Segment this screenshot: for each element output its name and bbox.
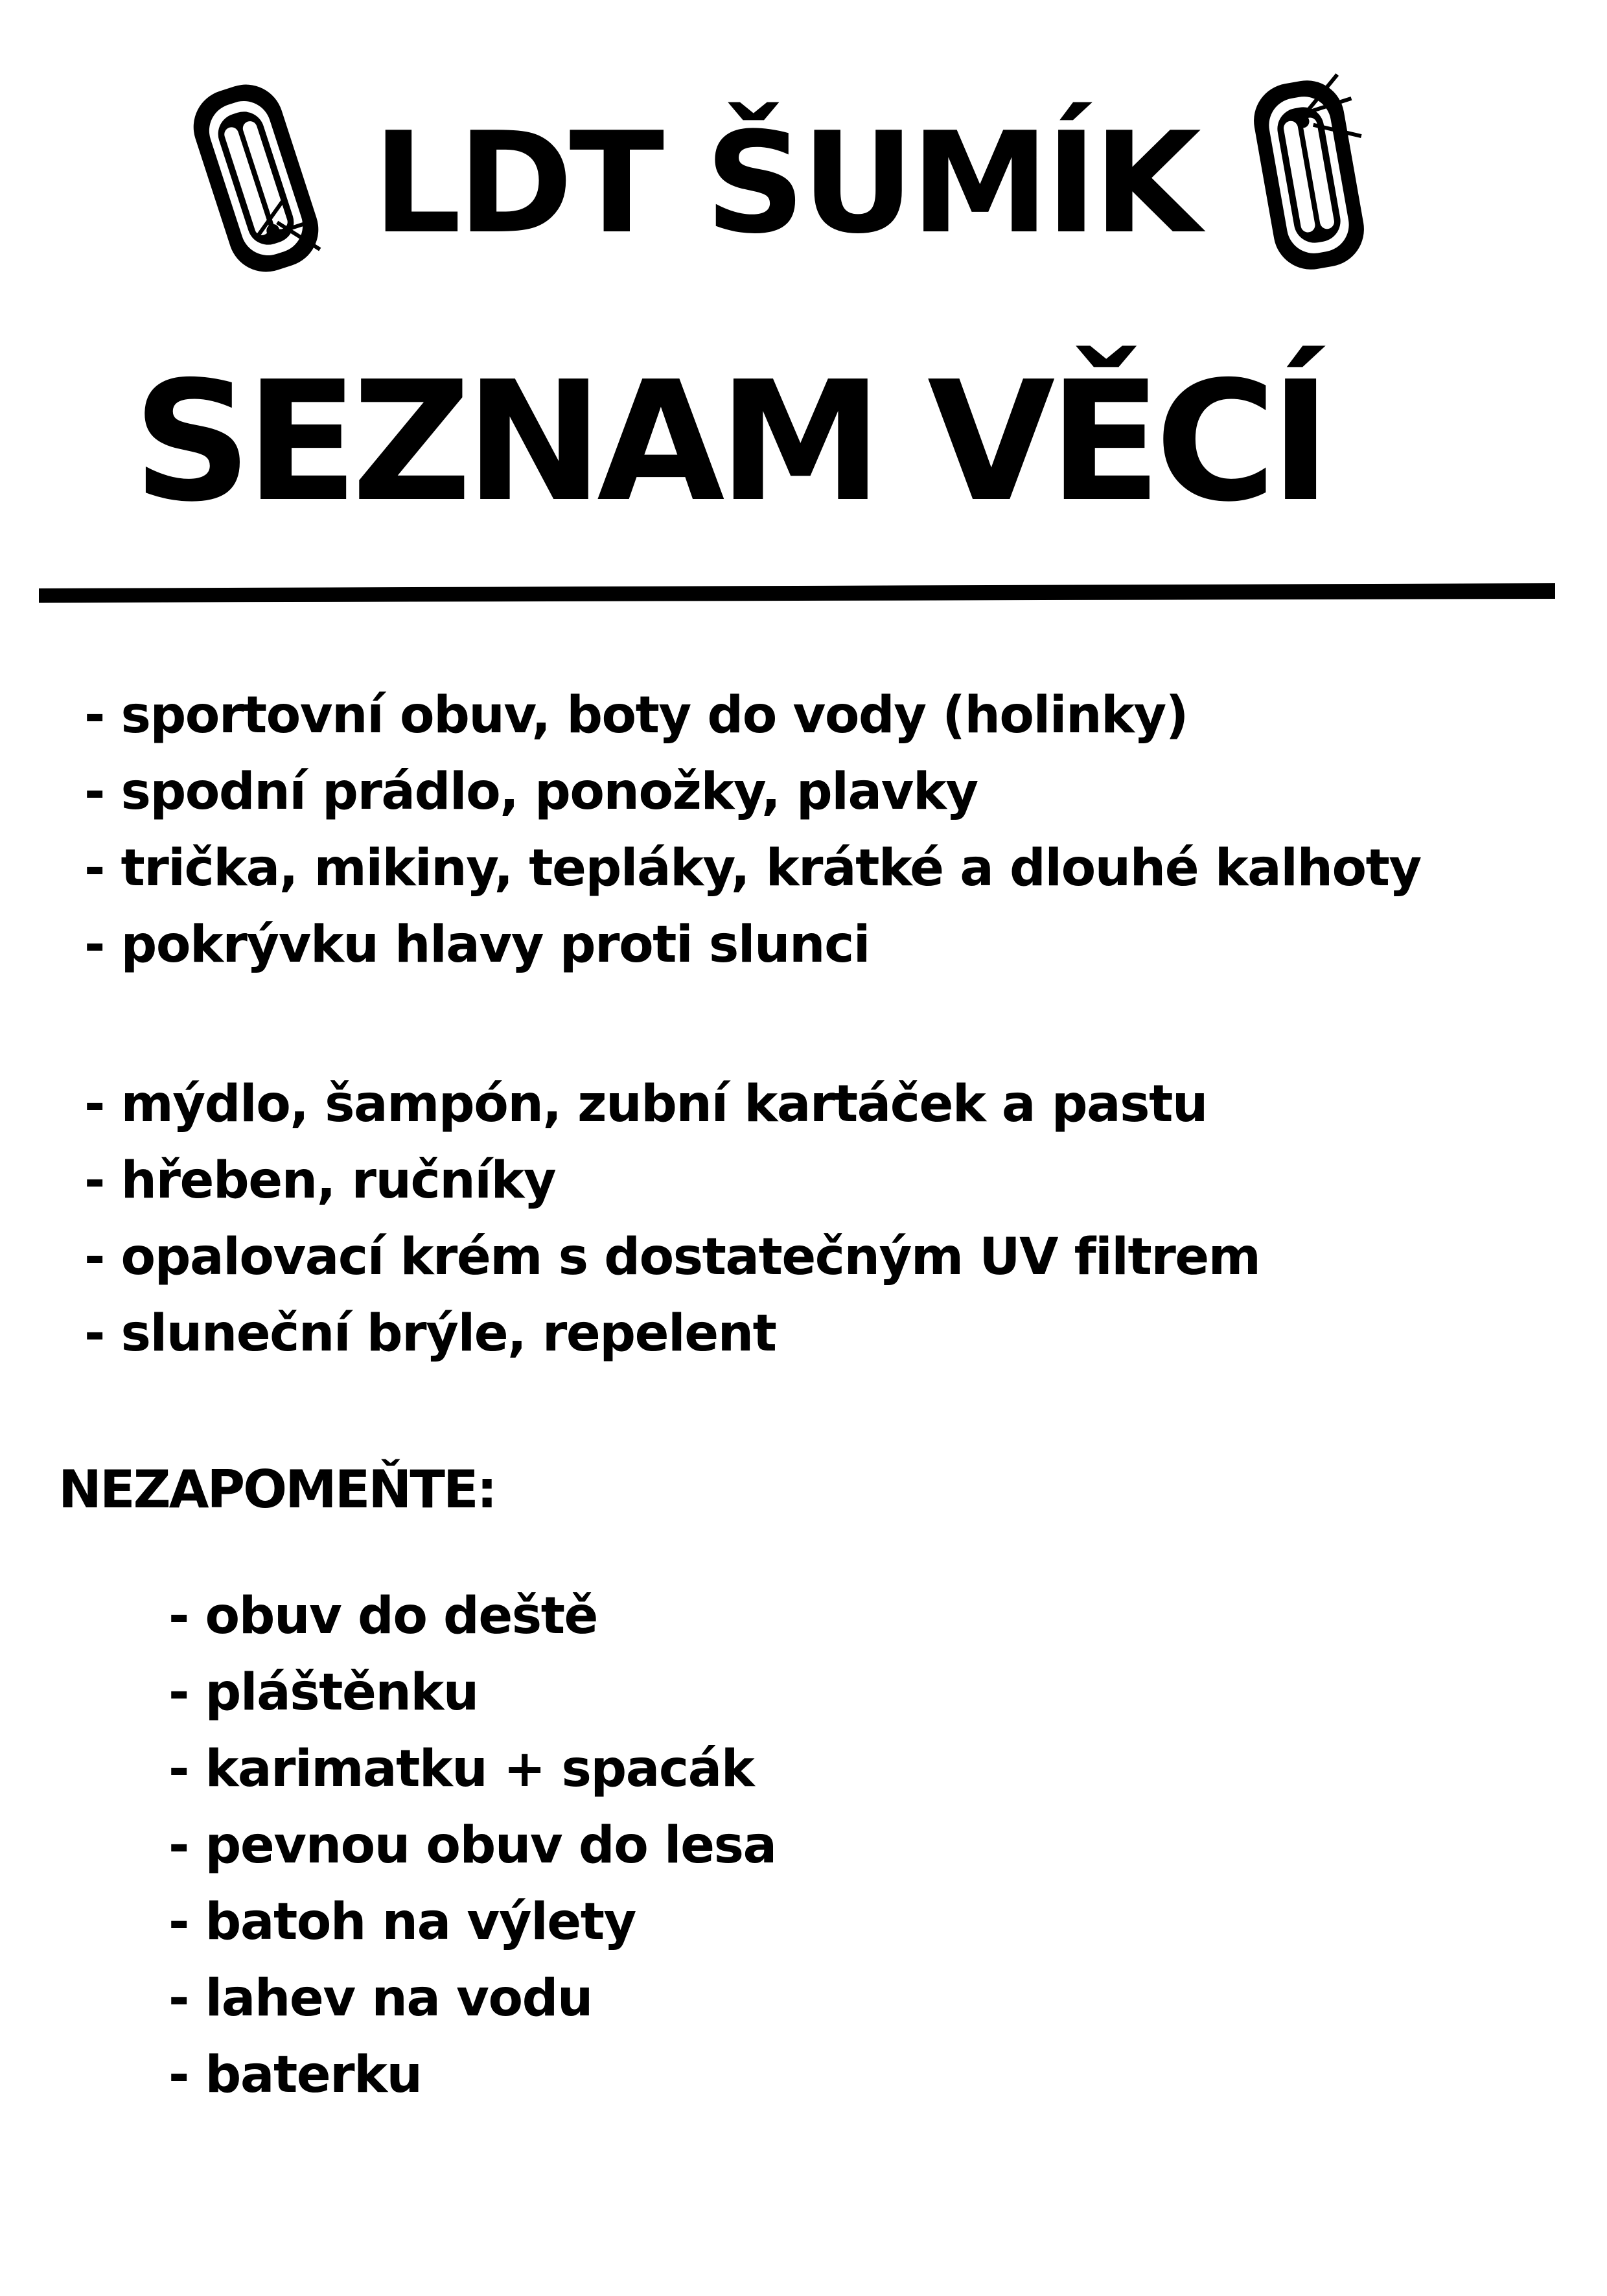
reminder-list	[168, 1578, 776, 2113]
divider	[39, 583, 1555, 603]
list-item: - spodní prádlo, ponožky, plavky	[84, 763, 978, 821]
list-item: - obuv do deště	[168, 1587, 597, 1645]
raft-icon	[1231, 68, 1387, 282]
raft-icon	[178, 71, 334, 285]
list-item: - batoh na výlety	[168, 1893, 636, 1951]
list-item: - pláštěnku	[168, 1664, 478, 1722]
list-item: - baterku	[168, 2046, 422, 2104]
list-item: - pokrývku hlavy proti slunci	[84, 916, 870, 974]
list-item: - sportovní obuv, boty do vody (holinky)	[84, 686, 1188, 745]
list-item: - mýdlo, šampón, zubní kartáček a pastu	[84, 1075, 1207, 1133]
hygiene-list	[84, 1066, 1260, 1372]
list-item: - trička, mikiny, tepláky, krátké a dlouhé kalhoty	[84, 839, 1421, 898]
reminder-heading: NEZAPOMEŇTE:	[58, 1459, 496, 1520]
page-subtitle: SEZNAM VĚCÍ	[133, 346, 1325, 539]
list-item: - lahev na vodu	[168, 1969, 592, 2028]
list-item: - sluneční brýle, repelent	[84, 1305, 776, 1363]
list-item: - hřeben, ručníky	[84, 1152, 556, 1210]
list-item: - pevnou obuv do lesa	[168, 1816, 776, 1875]
list-item: - karimatku + spacák	[168, 1740, 754, 1798]
clothing-list	[84, 677, 1421, 983]
page-title: LDT ŠUMÍK	[373, 102, 1197, 264]
list-item: - opalovací krém s dostatečným UV filtrem	[84, 1228, 1260, 1286]
